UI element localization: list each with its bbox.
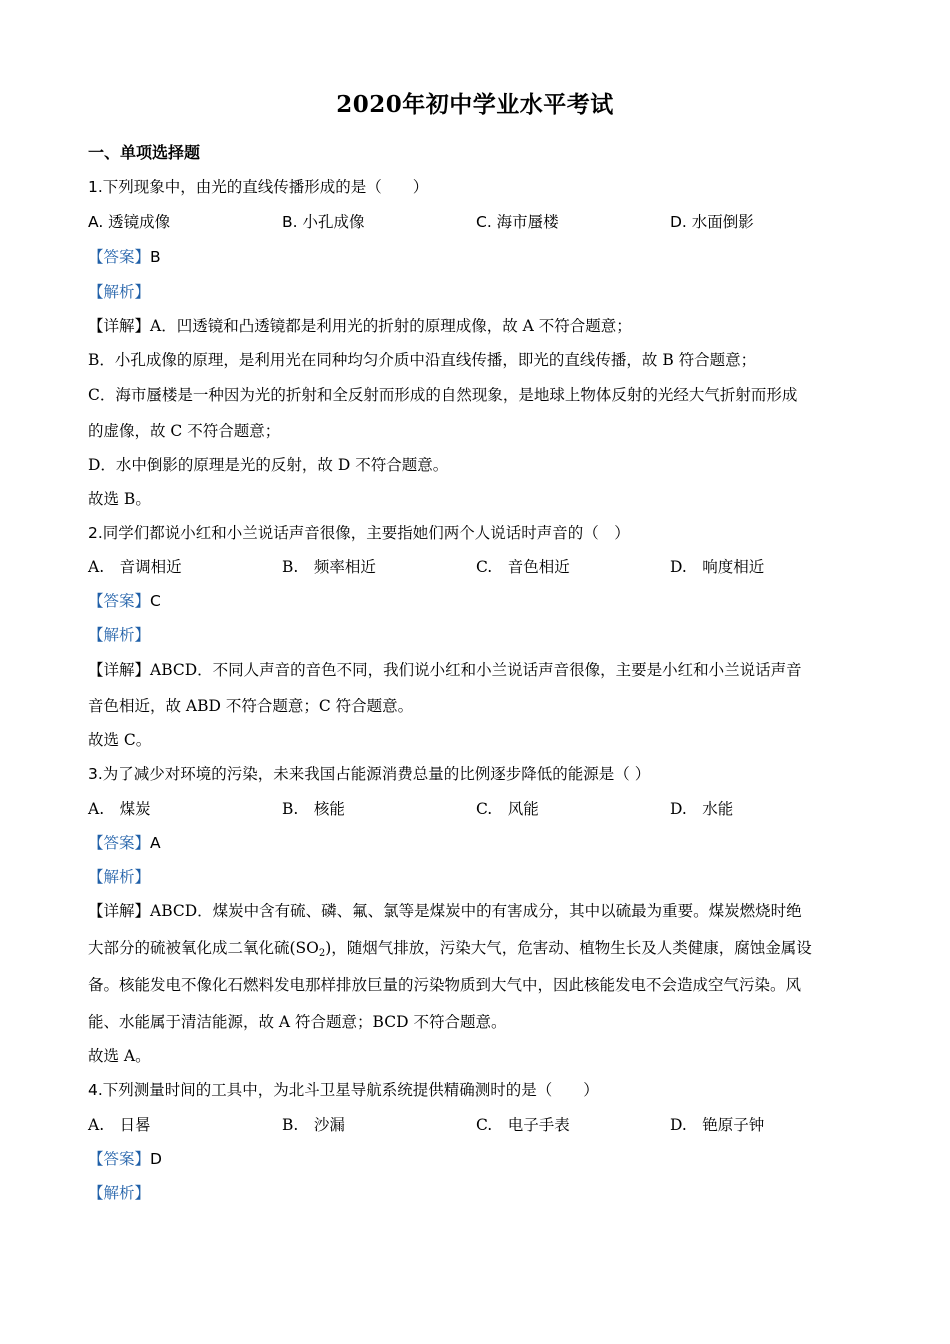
option-c: C. 风能 [476,800,539,818]
detail-line: 能、水能属于清洁能源，故 A 符合题意；BCD 不符合题意。 [88,1013,507,1031]
question-stem: 下列现象中，由光的直线传播形成的是（ ） [102,178,429,196]
option-a: A. 煤炭 [88,800,151,818]
answer-line [88,246,878,268]
option-c: C. 电子手表 [476,1116,570,1134]
detail-line: 的虚像，故 C 不符合题意； [88,422,281,440]
option-b: B. 频率相近 [282,558,376,576]
detail-line [88,937,878,965]
question-stem: 下列测量时间的工具中，为北斗卫星导航系统提供精确测时的是（ ） [102,1081,599,1099]
answer-line [88,832,878,854]
answer-tag: 【答案】 [88,592,151,610]
option-c: C. 音色相近 [476,558,570,576]
answer-line [88,590,878,612]
detail-tag: 【详解】 [88,317,151,335]
question-number: 1. [88,178,103,196]
question-number: 2. [88,524,103,542]
analysis-tag: 【解析】 [88,1184,151,1202]
question-3 [88,763,878,785]
question-1 [88,176,878,198]
detail-line: 音色相近，故 ABD 不符合题意；C 符合题意。 [88,697,414,715]
question-1-options [88,211,878,233]
detail-text: ABCD．不同人声音的音色不同，我们说小红和小兰说话声音很像，主要是小红和小兰说话声音 [150,661,802,679]
conclusion-line: 故选 B。 [88,490,151,508]
option-d: D. 响度相近 [670,558,765,576]
detail-text: )，随烟气排放，污染大气，危害动、植物生长及人类健康，腐蚀金属设 [325,939,812,957]
conclusion-line: 故选 A。 [88,1047,151,1065]
answer-tag: 【答案】 [88,834,151,852]
detail-line: D．水中倒影的原理是光的反射，故 D 不符合题意。 [88,456,449,474]
question-2-options [88,556,878,578]
subscript: 2 [318,948,326,959]
answer-line [88,1148,878,1170]
question-number: 3. [88,765,103,783]
analysis-tag: 【解析】 [88,283,151,301]
option-a: A. 透镜成像 [88,213,171,231]
option-d: D. 水能 [670,800,734,818]
option-b: B. 小孔成像 [282,213,365,231]
question-stem: 同学们都说小红和小兰说话声音很像，主要指她们两个人说话时声音的（ ） [102,524,630,542]
question-stem: 为了减少对环境的污染，未来我国占能源消费总量的比例逐步降低的能源是（ ） [102,765,651,783]
detail-line: 备。核能发电不像化石燃料发电那样排放巨量的污染物质到大气中，因此核能发电不会造成空气污染。风 [88,976,802,994]
detail-line [88,315,878,337]
answer-value: C [150,592,161,610]
detail-text: 大部分的硫被氧化成二氧化硫(SO [88,939,319,957]
detail-text: ABCD．煤炭中含有硫、磷、氟、氯等是煤炭中的有害成分，其中以硫最为重要。煤炭燃烧时绝 [150,902,802,920]
option-d: D. 水面倒影 [670,213,754,231]
detail-line [88,659,878,681]
question-3-options [88,798,878,820]
option-b: B. 核能 [282,800,345,818]
detail-tag: 【详解】 [88,902,151,920]
question-number: 4. [88,1081,103,1099]
question-2 [88,522,878,544]
answer-tag: 【答案】 [88,248,151,266]
question-4-options [88,1114,878,1136]
conclusion-line: 故选 C。 [88,731,152,749]
option-a: A. 音调相近 [88,558,182,576]
analysis-tag: 【解析】 [88,868,151,886]
answer-tag: 【答案】 [88,1150,151,1168]
option-b: B. 沙漏 [282,1116,345,1134]
detail-text: A．凹透镜和凸透镜都是利用光的折射的原理成像，故 A 不符合题意； [150,317,632,335]
option-c: C. 海市蜃楼 [476,213,559,231]
question-4 [88,1079,878,1101]
detail-tag: 【详解】 [88,661,151,679]
answer-value: B [150,248,161,266]
detail-line: B．小孔成像的原理，是利用光在同种均匀介质中沿直线传播，即光的直线传播，故 B 符合题意； [88,351,757,369]
detail-line [88,900,878,922]
answer-value: A [150,834,161,852]
page-title: 2020年初中学业水平考试 [336,91,614,118]
option-a: A. 日晷 [88,1116,151,1134]
answer-value: D [150,1150,162,1168]
option-d: D. 铯原子钟 [670,1116,765,1134]
detail-line: C．海市蜃楼是一种因为光的折射和全反射而形成的自然现象，是地球上物体反射的光经大气折射而形成 [88,386,798,404]
analysis-tag: 【解析】 [88,626,151,644]
section-heading: 一、单项选择题 [88,143,201,162]
